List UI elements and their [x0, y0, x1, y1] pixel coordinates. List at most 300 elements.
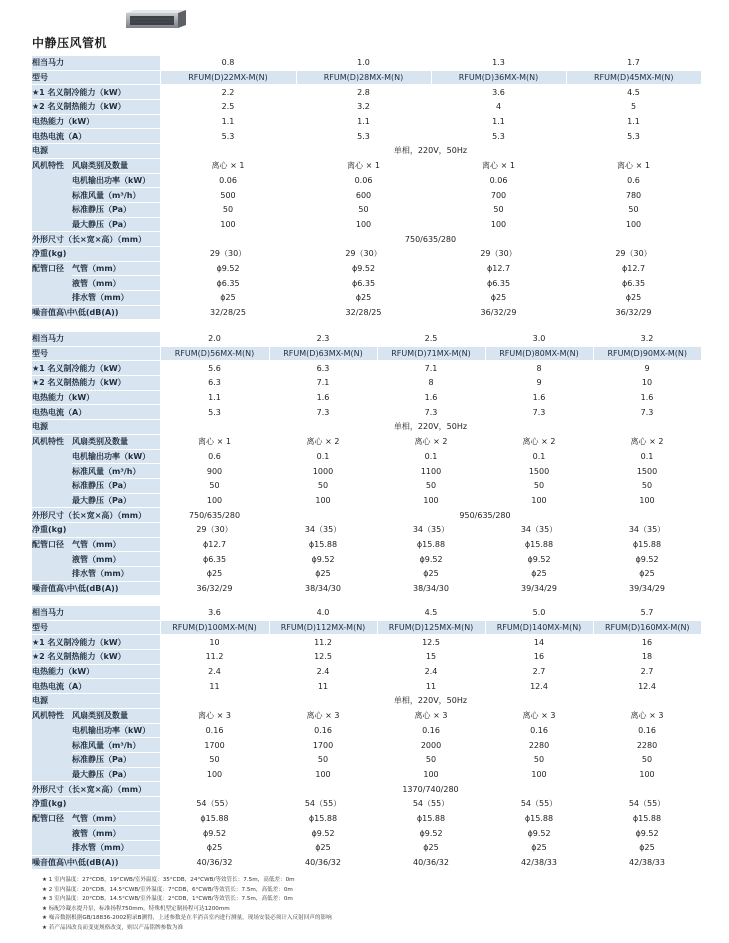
cell: 2.2	[160, 85, 296, 100]
cell: 1.1	[431, 114, 566, 129]
model-cell: RFUM(D)22MX-M(N)	[160, 70, 296, 85]
cell: 11	[269, 679, 377, 694]
cell: ϕ25	[296, 291, 431, 306]
model-cell: RFUM(D)71MX-M(N)	[377, 346, 485, 361]
cell: 0.06	[431, 173, 566, 188]
cell: 离心 × 1	[160, 434, 269, 449]
row-label: 电热能力（kW）	[32, 390, 160, 405]
row-label: 最大静压（Pa）	[72, 217, 160, 232]
cell: 6.3	[269, 361, 377, 376]
row-label: 最大静压（Pa）	[72, 493, 160, 508]
cell: 1000	[269, 464, 377, 479]
cell: 5.7	[593, 606, 701, 620]
cell: 100	[485, 767, 593, 782]
cell: 离心 × 3	[160, 708, 269, 723]
row-label: 气管（mm）	[72, 261, 160, 276]
model-cell: RFUM(D)36MX-M(N)	[431, 70, 566, 85]
cell: 100	[160, 767, 269, 782]
cell: 3.0	[485, 332, 593, 346]
cell: 2.5	[377, 332, 485, 346]
cell: ϕ15.88	[269, 811, 377, 826]
cell: 离心 × 1	[296, 158, 431, 173]
cell: 54（55）	[269, 796, 377, 811]
power-cell: 单相，220V，50Hz	[160, 144, 701, 159]
cell: 5	[566, 100, 701, 115]
spec-table-2	[32, 332, 701, 596]
cell: ϕ6.35	[566, 276, 701, 291]
cell: 11.2	[160, 650, 269, 665]
row-label: 型号	[32, 346, 160, 361]
cell: ϕ9.52	[269, 826, 377, 841]
cell: 2.7	[593, 664, 701, 679]
model-cell: RFUM(D)140MX-M(N)	[485, 620, 593, 635]
cell: ϕ25	[566, 291, 701, 306]
cell: 38/34/30	[377, 581, 485, 596]
cell: 100	[566, 217, 701, 232]
cell: 7.3	[485, 405, 593, 420]
cell: 1.3	[431, 56, 566, 70]
footnote: ★ 噪音数据根据GB/18836-2002附录B测得，上述参数是在半消音室内进行测量，现场安装必须计入反射回声的影响	[42, 915, 332, 922]
cell: 50	[431, 202, 566, 217]
cell: 900	[160, 464, 269, 479]
row-label: 液管（mm）	[72, 276, 160, 291]
cell: 34（35）	[485, 522, 593, 537]
cell: ϕ9.52	[269, 552, 377, 567]
cell: 11	[160, 679, 269, 694]
cell: 29（30）	[296, 246, 431, 261]
row-label: 型号	[32, 70, 160, 85]
row-label: 电热能力（kW）	[32, 114, 160, 129]
model-cell: RFUM(D)56MX-M(N)	[160, 346, 269, 361]
cell: 4.5	[377, 606, 485, 620]
cell: 2280	[593, 738, 701, 753]
cell: ϕ6.35	[160, 276, 296, 291]
page-title: 中静压风管机	[32, 36, 108, 50]
cell: 100	[160, 493, 269, 508]
cell: ϕ25	[269, 841, 377, 856]
cell: 10	[593, 376, 701, 391]
cell: 1.1	[566, 114, 701, 129]
row-label: 风扇类别及数量	[72, 434, 160, 449]
cell: 离心 × 2	[377, 434, 485, 449]
row-label: ★1 名义制冷能力（kW）	[32, 635, 160, 650]
cell: 3.2	[593, 332, 701, 346]
row-label: 电机输出功率（kW）	[72, 173, 160, 188]
cell: 500	[160, 188, 296, 203]
row-label: 相当马力	[32, 606, 160, 620]
row-label: 标准静压（Pa）	[72, 202, 160, 217]
row-label: 气管（mm）	[72, 537, 160, 552]
cell: 54（55）	[160, 796, 269, 811]
row-label: 标准静压（Pa）	[72, 752, 160, 767]
cell: 0.16	[160, 723, 269, 738]
row-label: 噪音值高\中\低(dB(A))	[32, 855, 160, 870]
cell: 32/28/25	[296, 305, 431, 320]
cell: 100	[485, 493, 593, 508]
row-label: 净重(kg)	[32, 246, 160, 261]
cell: 0.06	[160, 173, 296, 188]
group-label: 配管口径	[32, 811, 72, 855]
model-cell: RFUM(D)90MX-M(N)	[593, 346, 701, 361]
group-label: 风机特性	[32, 434, 72, 507]
cell: 16	[593, 635, 701, 650]
cell: 100	[593, 493, 701, 508]
power-cell: 单相，220V，50Hz	[160, 694, 701, 709]
group-label: 风机特性	[32, 708, 72, 781]
cell: 39/34/29	[593, 581, 701, 596]
cell: 离心 × 2	[269, 434, 377, 449]
cell: 50	[160, 478, 269, 493]
cell: 离心 × 2	[485, 434, 593, 449]
cell: 100	[269, 767, 377, 782]
cell: ϕ15.88	[485, 537, 593, 552]
cell: 54（55）	[377, 796, 485, 811]
cell: 6.3	[160, 376, 269, 391]
cell: 5.3	[296, 129, 431, 144]
cell: ϕ9.52	[377, 552, 485, 567]
dim-cell: 1370/740/280	[160, 782, 701, 797]
row-label: 电热电流（A）	[32, 405, 160, 420]
cell: 0.8	[160, 56, 296, 70]
cell: 100	[593, 767, 701, 782]
cell: 离心 × 1	[566, 158, 701, 173]
cell: 离心 × 1	[431, 158, 566, 173]
cell: 0.1	[377, 449, 485, 464]
cell: ϕ15.88	[593, 537, 701, 552]
cell: 离心 × 3	[377, 708, 485, 723]
cell: 5.3	[566, 129, 701, 144]
cell: 0.1	[485, 449, 593, 464]
cell: ϕ25	[485, 841, 593, 856]
spec-table-3	[32, 606, 701, 870]
cell: 29（30）	[566, 246, 701, 261]
row-label: ★1 名义制冷能力（kW）	[32, 361, 160, 376]
row-label: 风扇类别及数量	[72, 158, 160, 173]
cell: 40/36/32	[269, 855, 377, 870]
cell: 2.3	[269, 332, 377, 346]
model-cell: RFUM(D)28MX-M(N)	[296, 70, 431, 85]
cell: 离心 × 3	[593, 708, 701, 723]
row-label: 相当马力	[32, 56, 160, 70]
cell: ϕ12.7	[566, 261, 701, 276]
footnote: ★ 1 室内温度：27°CDB，19°CWB/室外温度：35°CDB，24°CWB/等效管长：7.5m，高低差：0m	[42, 877, 295, 883]
footnote: ★ 标配冷凝水提升泵，标准扬程750mm，特殊机型定制扬程可达1200mm	[42, 905, 230, 912]
cell: ϕ25	[377, 841, 485, 856]
cell: ϕ25	[485, 567, 593, 582]
cell: 7.1	[377, 361, 485, 376]
cell: 2.5	[160, 100, 296, 115]
cell: 10	[160, 635, 269, 650]
cell: 1.6	[269, 390, 377, 405]
cell: 4	[431, 100, 566, 115]
footnote: ★ 2 室内温度：20°CDB，14.5°CWB/室外温度：7°CDB，6°CWB/等效管长：7.5m，高低差：0m	[42, 886, 293, 893]
cell: 0.16	[485, 723, 593, 738]
cell: 12.5	[269, 650, 377, 665]
cell: ϕ6.35	[431, 276, 566, 291]
cell: 1.1	[296, 114, 431, 129]
cell: 离心 × 1	[160, 158, 296, 173]
cell: 50	[593, 478, 701, 493]
cell: 0.1	[593, 449, 701, 464]
cell: 50	[593, 752, 701, 767]
row-label: 电机输出功率（kW）	[72, 449, 160, 464]
cell: 8	[377, 376, 485, 391]
cell: ϕ9.52	[485, 552, 593, 567]
cell: ϕ25	[377, 567, 485, 582]
spec-table-1	[32, 56, 701, 320]
cell: ϕ15.88	[377, 537, 485, 552]
dim-cell: 750/635/280	[160, 508, 269, 523]
group-label: 配管口径	[32, 261, 72, 305]
cell: 4.0	[269, 606, 377, 620]
row-label: 型号	[32, 620, 160, 635]
model-cell: RFUM(D)160MX-M(N)	[593, 620, 701, 635]
cell: 50	[296, 202, 431, 217]
cell: 1.1	[160, 114, 296, 129]
cell: 8	[485, 361, 593, 376]
group-label: 风机特性	[32, 158, 72, 231]
cell: 15	[377, 650, 485, 665]
dim-cell: 950/635/280	[269, 508, 701, 523]
cell: 36/32/29	[160, 581, 269, 596]
row-label: 外形尺寸（长×宽×高）（mm）	[32, 508, 160, 523]
cell: 1.6	[593, 390, 701, 405]
cell: 2.4	[377, 664, 485, 679]
cell: 1700	[269, 738, 377, 753]
cell: ϕ15.88	[377, 811, 485, 826]
cell: ϕ15.88	[485, 811, 593, 826]
cell: 32/28/25	[160, 305, 296, 320]
cell: ϕ6.35	[160, 552, 269, 567]
cell: 39/34/29	[485, 581, 593, 596]
cell: 18	[593, 650, 701, 665]
cell: 38/34/30	[269, 581, 377, 596]
cell: 50	[485, 478, 593, 493]
cell: 5.3	[160, 129, 296, 144]
cell: 0.6	[160, 449, 269, 464]
cell: 50	[269, 752, 377, 767]
cell: 12.4	[593, 679, 701, 694]
cell: 1100	[377, 464, 485, 479]
model-cell: RFUM(D)125MX-M(N)	[377, 620, 485, 635]
cell: 0.06	[296, 173, 431, 188]
cell: 54（55）	[593, 796, 701, 811]
cell: ϕ15.88	[269, 537, 377, 552]
cell: ϕ9.52	[593, 552, 701, 567]
cell: 1.0	[296, 56, 431, 70]
row-label: 电源	[32, 144, 160, 159]
model-cell: RFUM(D)100MX-M(N)	[160, 620, 269, 635]
cell: 34（35）	[269, 522, 377, 537]
cell: 1.1	[160, 390, 269, 405]
dim-cell: 750/635/280	[160, 232, 701, 247]
cell: 16	[485, 650, 593, 665]
row-label: 电热电流（A）	[32, 129, 160, 144]
row-label: 电机输出功率（kW）	[72, 723, 160, 738]
cell: 100	[377, 767, 485, 782]
model-cell: RFUM(D)80MX-M(N)	[485, 346, 593, 361]
row-label: 净重(kg)	[32, 522, 160, 537]
row-label: 液管（mm）	[72, 552, 160, 567]
cell: 0.6	[566, 173, 701, 188]
row-label: 排水管（mm）	[72, 567, 160, 582]
power-cell: 单相，220V，50Hz	[160, 420, 701, 435]
cell: 50	[269, 478, 377, 493]
cell: 12.4	[485, 679, 593, 694]
cell: 7.3	[593, 405, 701, 420]
cell: ϕ25	[160, 567, 269, 582]
cell: ϕ9.52	[485, 826, 593, 841]
cell: 0.1	[269, 449, 377, 464]
cell: 600	[296, 188, 431, 203]
cell: 29（30）	[160, 246, 296, 261]
cell: 2.7	[485, 664, 593, 679]
row-label: ★2 名义制热能力（kW）	[32, 100, 160, 115]
cell: 1700	[160, 738, 269, 753]
cell: 100	[296, 217, 431, 232]
cell: 100	[160, 217, 296, 232]
cell: ϕ9.52	[296, 261, 431, 276]
row-label: 标准风量（m³/h）	[72, 464, 160, 479]
cell: 54（55）	[485, 796, 593, 811]
cell: 2.4	[160, 664, 269, 679]
footnote: ★ 若产品因改良而变更规格改变，则以产品铭牌参数为准	[42, 924, 184, 931]
cell: 9	[593, 361, 701, 376]
cell: 700	[431, 188, 566, 203]
cell: 50	[160, 752, 269, 767]
cell: ϕ12.7	[431, 261, 566, 276]
row-label: 风扇类别及数量	[72, 708, 160, 723]
cell: 34（35）	[593, 522, 701, 537]
cell: 3.6	[160, 606, 269, 620]
cell: 7.3	[269, 405, 377, 420]
row-label: 标准风量（m³/h）	[72, 188, 160, 203]
cell: 离心 × 3	[269, 708, 377, 723]
footnote: ★ 3 室内温度：20°CDB，14.5°CWB/室外温度：2°CDB，1°CWB/等效管长：7.5m，高低差：0m	[42, 896, 293, 903]
cell: ϕ9.52	[160, 261, 296, 276]
duct-unit-product-image	[122, 8, 188, 30]
footnotes	[42, 876, 332, 934]
cell: 4.5	[566, 85, 701, 100]
row-label: 排水管（mm）	[72, 291, 160, 306]
row-label: 外形尺寸（长×宽×高）（mm）	[32, 782, 160, 797]
cell: ϕ6.35	[296, 276, 431, 291]
cell: ϕ9.52	[593, 826, 701, 841]
cell: 29（30）	[431, 246, 566, 261]
row-label: 相当马力	[32, 332, 160, 346]
row-label: 气管（mm）	[72, 811, 160, 826]
row-label: 电热电流（A）	[32, 679, 160, 694]
cell: 34（35）	[377, 522, 485, 537]
cell: 离心 × 2	[593, 434, 701, 449]
row-label: ★1 名义制冷能力（kW）	[32, 85, 160, 100]
row-label: 噪音值高\中\低(dB(A))	[32, 581, 160, 596]
cell: ϕ9.52	[377, 826, 485, 841]
cell: 0.16	[269, 723, 377, 738]
cell: 5.3	[431, 129, 566, 144]
cell: ϕ25	[593, 567, 701, 582]
cell: 36/32/29	[431, 305, 566, 320]
cell: 100	[269, 493, 377, 508]
cell: ϕ25	[160, 291, 296, 306]
cell: 3.2	[296, 100, 431, 115]
cell: 50	[377, 752, 485, 767]
row-label: 液管（mm）	[72, 826, 160, 841]
cell: 1500	[485, 464, 593, 479]
cell: ϕ25	[431, 291, 566, 306]
row-label: 最大静压（Pa）	[72, 767, 160, 782]
row-label: 净重(kg)	[32, 796, 160, 811]
cell: 离心 × 3	[485, 708, 593, 723]
cell: 40/36/32	[160, 855, 269, 870]
cell: 9	[485, 376, 593, 391]
cell: 42/38/33	[485, 855, 593, 870]
cell: 7.3	[377, 405, 485, 420]
cell: 40/36/32	[377, 855, 485, 870]
cell: 42/38/33	[593, 855, 701, 870]
cell: ϕ25	[160, 841, 269, 856]
cell: 1.7	[566, 56, 701, 70]
cell: 1.6	[485, 390, 593, 405]
cell: 780	[566, 188, 701, 203]
cell: 12.5	[377, 635, 485, 650]
row-label: 噪音值高\中\低(dB(A))	[32, 305, 160, 320]
cell: 1500	[593, 464, 701, 479]
cell: 50	[566, 202, 701, 217]
cell: ϕ15.88	[593, 811, 701, 826]
cell: 50	[485, 752, 593, 767]
row-label: 标准静压（Pa）	[72, 478, 160, 493]
cell: 2.0	[160, 332, 269, 346]
cell: 36/32/29	[566, 305, 701, 320]
group-label: 配管口径	[32, 537, 72, 581]
cell: ϕ12.7	[160, 537, 269, 552]
model-cell: RFUM(D)63MX-M(N)	[269, 346, 377, 361]
cell: 0.16	[593, 723, 701, 738]
cell: 2000	[377, 738, 485, 753]
cell: ϕ9.52	[160, 826, 269, 841]
cell: 7.1	[269, 376, 377, 391]
model-cell: RFUM(D)45MX-M(N)	[566, 70, 701, 85]
cell: 2280	[485, 738, 593, 753]
cell: 50	[377, 478, 485, 493]
cell: 2.8	[296, 85, 431, 100]
cell: 5.6	[160, 361, 269, 376]
row-label: 电源	[32, 694, 160, 709]
cell: ϕ15.88	[160, 811, 269, 826]
row-label: ★2 名义制热能力（kW）	[32, 376, 160, 391]
cell: ϕ25	[269, 567, 377, 582]
cell: 50	[160, 202, 296, 217]
cell: 0.16	[377, 723, 485, 738]
row-label: 电热能力（kW）	[32, 664, 160, 679]
model-cell: RFUM(D)112MX-M(N)	[269, 620, 377, 635]
row-label: 外形尺寸（长×宽×高）（mm）	[32, 232, 160, 247]
cell: 11.2	[269, 635, 377, 650]
cell: 5.0	[485, 606, 593, 620]
cell: 5.3	[160, 405, 269, 420]
cell: 29（30）	[160, 522, 269, 537]
row-label: 排水管（mm）	[72, 841, 160, 856]
row-label: 标准风量（m³/h）	[72, 738, 160, 753]
cell: 14	[485, 635, 593, 650]
cell: ϕ25	[593, 841, 701, 856]
cell: 100	[431, 217, 566, 232]
cell: 2.4	[269, 664, 377, 679]
cell: 100	[377, 493, 485, 508]
row-label: ★2 名义制热能力（kW）	[32, 650, 160, 665]
cell: 11	[377, 679, 485, 694]
